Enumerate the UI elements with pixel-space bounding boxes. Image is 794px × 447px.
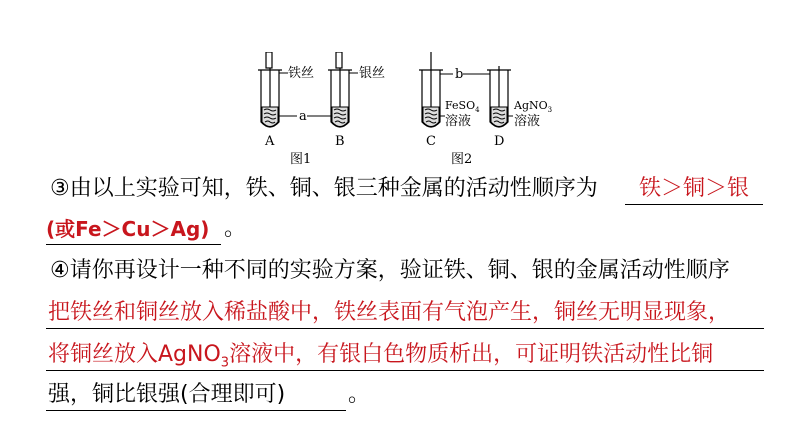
feso4-label: FeSO$_4$ bbox=[445, 99, 480, 115]
label-b: b bbox=[455, 67, 464, 82]
q4-answer-blank-1 bbox=[46, 298, 764, 329]
tube-label-d: D bbox=[494, 134, 505, 149]
q3-answer-blank-2 bbox=[46, 214, 221, 245]
q3-answer-1: 铁＞铜＞银 bbox=[639, 176, 750, 201]
q4-end: 。 bbox=[348, 382, 371, 407]
label-a: a bbox=[299, 109, 307, 124]
iron-wire-label: 铁丝 bbox=[288, 66, 315, 81]
q3-answer-blank-1 bbox=[625, 174, 763, 205]
tube-label-c: C bbox=[426, 134, 436, 149]
tube-label-b: B bbox=[335, 134, 345, 149]
tube-c-liquid bbox=[423, 107, 439, 127]
silver-wire-label: 银丝 bbox=[359, 66, 386, 81]
experiment-figure bbox=[248, 52, 578, 170]
tube-a-liquid bbox=[262, 107, 278, 127]
figure-2-caption: 图2 bbox=[451, 152, 473, 167]
q3-text: ③由以上实验可知，铁、铜、银三种金属的活动性顺序为 bbox=[50, 176, 598, 201]
tube-b-liquid bbox=[332, 107, 348, 127]
c-solution-label: 溶液 bbox=[445, 114, 472, 129]
q4-answer-line-1: 把铁丝和铜丝放入稀盐酸中，铁丝表面有气泡产生，铜丝无明显现象， bbox=[48, 300, 731, 325]
q4-answer-line-3: 强，铜比银强(合理即可) bbox=[48, 382, 286, 407]
d-solution-label: 溶液 bbox=[514, 114, 541, 129]
q4-answer-blank-2 bbox=[46, 340, 764, 371]
agno3-label: AgNO$_3$ bbox=[514, 99, 553, 115]
q4-answer-blank-3 bbox=[46, 380, 346, 411]
q3-end: 。 bbox=[224, 216, 247, 241]
tube-label-a: A bbox=[265, 134, 275, 149]
q3-answer-2: (或Fe＞Cu＞Ag) bbox=[46, 217, 210, 241]
q4-text: ④请你再设计一种不同的实验方案，验证铁、铜、银的金属活动性顺序 bbox=[50, 258, 730, 283]
tube-d-liquid bbox=[491, 107, 507, 127]
figure-1-caption: 图1 bbox=[290, 152, 312, 167]
q4-answer-line-2: 将铜丝放入AgNO$_3$溶液中，有银白色物质析出，可证明铁活动性比铜 bbox=[48, 342, 714, 371]
